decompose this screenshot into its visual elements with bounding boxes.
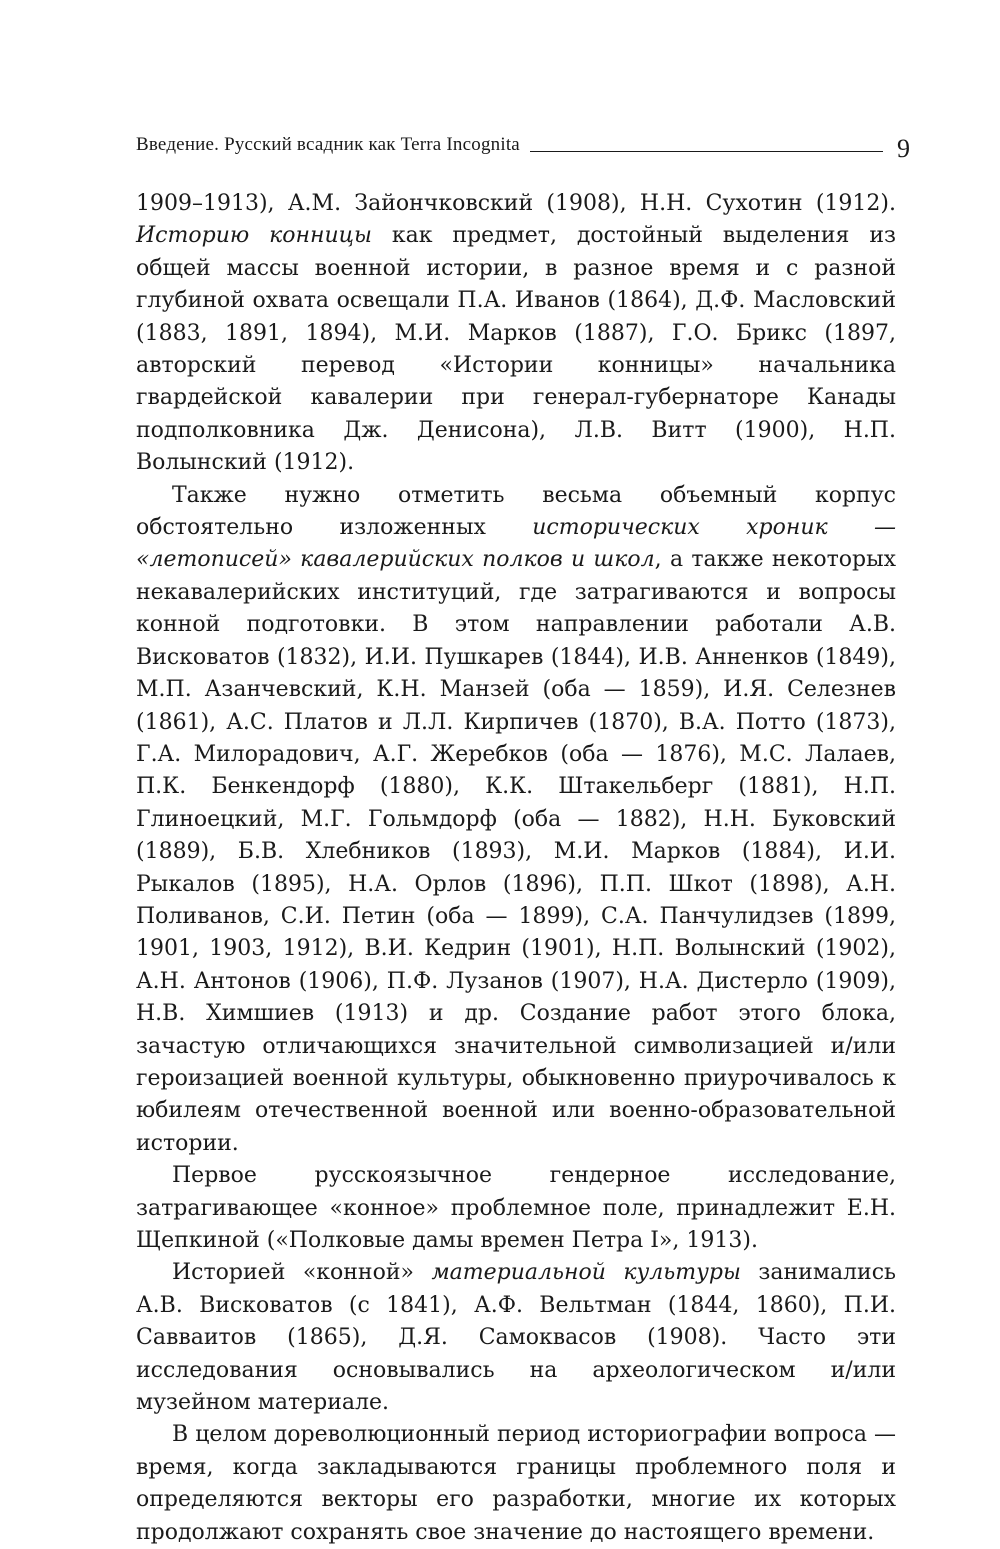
paragraph-1-part-3: как предмет, достойный выделения из общей массы военной истории, в разное время и с разной глубиной охвата освещали П.А. Иванов (1864), Д.Ф. Масловский (1883, 1891, 1894), М.И. Марков (1887), Г.О. Брикс (1897, авторский перевод «Истории конницы» начальника гвардейской кавалерии при генерал-губернаторе Канады подполковника Дж. Денисона), Л.В. Витт (1900), Н.П. Волынский (1912). — [136, 223, 896, 476]
paragraph-4 — [136, 1257, 896, 1419]
running-head-rule — [530, 151, 883, 152]
paragraph-1-part-2: Историю конницы — [136, 223, 372, 249]
body-text — [136, 188, 896, 1549]
paragraph-5-part-1: В целом дореволюционный период историографии вопроса — время, когда закладываются границы проблемного поля и определяются векторы его разработки, многие их которых продолжают сохранять свое значение до настоящего времени. — [136, 1422, 896, 1545]
running-head — [136, 124, 910, 163]
paragraph-2-part-1: Также нужно отметить весьма объемный корпус обстоятельно изложенных — [136, 482, 896, 541]
paragraph-2-part-2: исторических хроник — «летописей» кавалерийских полков и школ — [136, 515, 897, 573]
paragraph-4-part-3: занимались А.В. Висковатов (с 1841), А.Ф. Вельтман (1844, 1860), П.И. Савваитов (1865), Д.Я. Самоквасов (1908). Часто эти исследования основывались на археологическом и/или музейном материале. — [136, 1260, 896, 1416]
paragraph-1-part-1: 1909–1913), А.М. Зайончковский (1908), Н.Н. Сухотин (1912). — [136, 191, 896, 216]
paragraph-2-part-3: , а также некоторых некавалерийских институций, где затрагиваются и вопросы конной подготовки. В этом направлении работали А.В. Висковатов (1832), И.И. Пушкарев (1844), И.В. Анненков (1849), М.П. Азанчевский, К.Н. Манзей (оба — 1859), И.Я. Селезнев (1861), А.С. Платов и Л.Л. Кирпичев (1870), В.А. Потто (1873), Г.А. Милорадович, А.Г. Жеребков (оба — 1876), М.С. Лалаев, П.К. Бенкендорф (1880), К.К. Штакельберг (1881), Н.П. Глиноецкий, М.Г. Гольмдорф (оба — 1882), Н.Н. Буковский (1889), Б.В. Хлебников (1893), М.И. Марков (1884), И.И. Рыкалов (1895), Н.А. Орлов (1896), П.П. Шкот (1898), А.Н. Поливанов, С.И. Петин (оба — 1899), С.А. Панчулидзев (1899, 1901, 1903, 1912), В.И. Кедрин (1901), Н.П. Волынский (1902), А.Н. Антонов (1906), П.Ф. Лузанов (1907), Н.А. Дистерло (1909), Н.В. Химшиев (1913) и др. Создание работ этого блока, зачастую отличающихся значительной символизацией и/или героизацией военной культуры, обыкновенно приурочивалось к юбилеям отечественной военной или военно-образовательной истории. — [136, 547, 896, 1156]
paragraph-4-part-1: Историей «конной» — [172, 1260, 432, 1286]
paragraph-5 — [136, 1419, 896, 1549]
paragraph-2 — [136, 480, 896, 1161]
paragraph-1 — [136, 188, 896, 480]
paragraph-3 — [136, 1160, 896, 1257]
running-head-title: Введение. Русский всадник как Terra Incognita — [136, 134, 520, 155]
paragraph-3-part-1: Первое русскоязычное гендерное исследование, затрагивающее «конное» проблемное поле, принадлежит Е.Н. Щепкиной («Полковые дамы времен Петра I», 1913). — [136, 1163, 896, 1253]
paragraph-4-part-2: материальной культуры — [431, 1260, 741, 1286]
page-number: 9 — [897, 134, 910, 163]
